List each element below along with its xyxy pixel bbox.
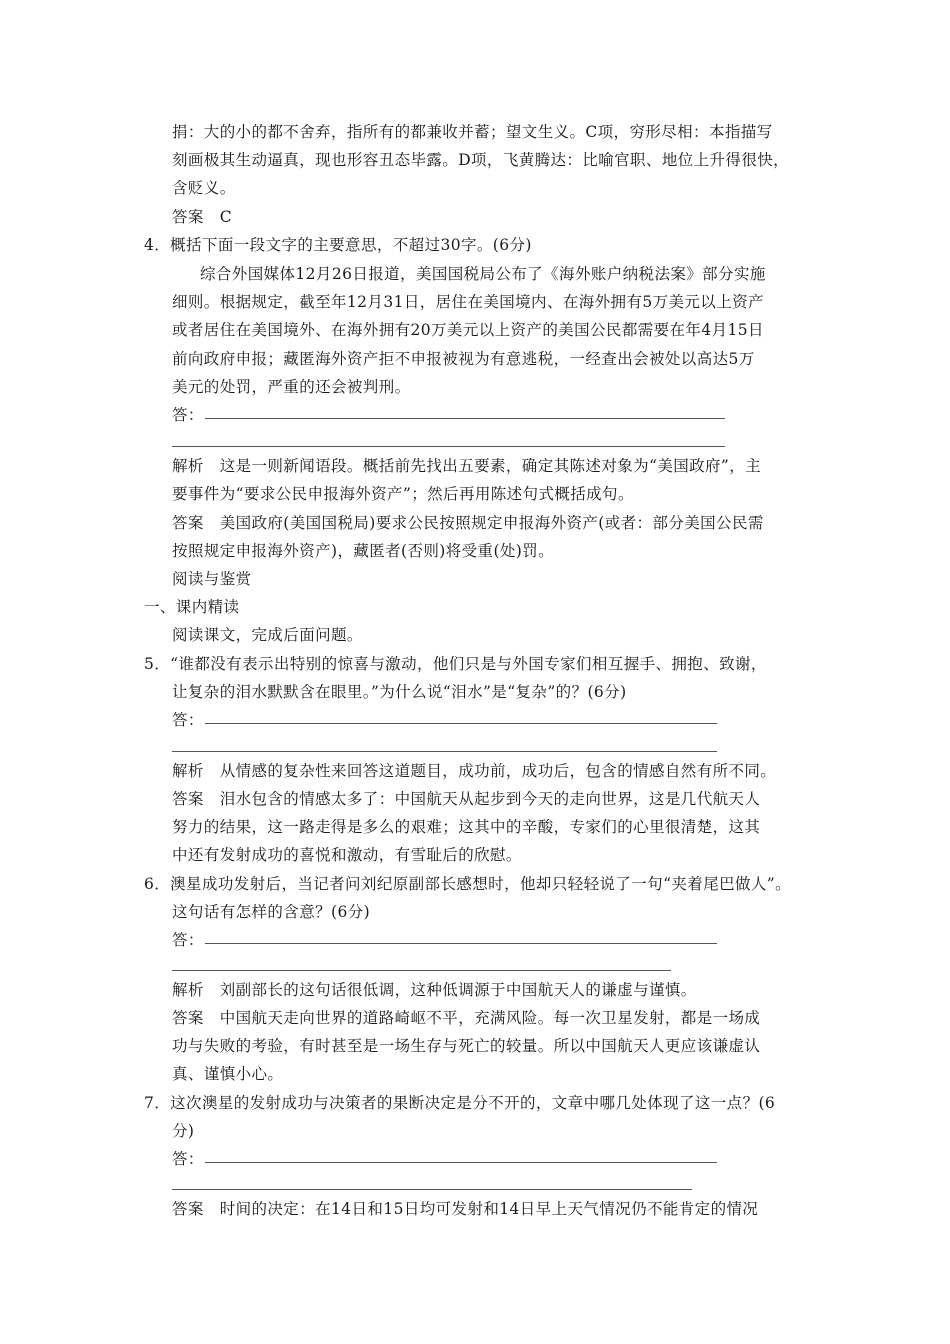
answer-line: 功与失败的考验，有时甚至是一场生存与死亡的较量。所以中国航天人更应该谦虚认 bbox=[172, 1037, 761, 1055]
answer-prompt: 答： bbox=[172, 931, 204, 949]
answer-prompt: 答： bbox=[172, 1150, 204, 1168]
question-6: 6．澳星成功发射后，当记者问刘纪原副部长感想时，他却只轻轻说了一句“夹着尾巴做人”。 bbox=[144, 875, 792, 893]
answer-blank-line bbox=[172, 970, 671, 971]
answer-line: 答案 中国航天走向世界的道路崎岖不平，充满风险。每一次卫星发射，都是一场成 bbox=[172, 1009, 761, 1027]
answer-blank-line bbox=[172, 446, 725, 447]
analysis-line: 解析 这是一则新闻语段。概括前先找出五要素，确定其陈述对象为“美国政府”，主 bbox=[172, 457, 762, 475]
passage-line: 美元的处罚，严重的还会被判刑。 bbox=[172, 378, 411, 396]
passage-line: 细则。根据规定，截至年12月31日，居住在美国境内、在海外拥有5万美元以上资产 bbox=[172, 293, 764, 311]
passage-line: 前向政府申报；藏匿海外资产拒不申报被视为有意逃税，一经查出会被处以高达5万 bbox=[172, 350, 755, 368]
section-heading: 一、课内精读 bbox=[144, 598, 240, 616]
passage-line: 或者居住在美国境外、在海外拥有20万美元以上资产的美国公民都需要在年4月15日 bbox=[172, 321, 764, 339]
answer-line: 答案 C bbox=[172, 208, 232, 226]
passage-line: 综合外国媒体12月26日报道，美国国税局公布了《海外账户纳税法案》部分实施 bbox=[200, 265, 766, 283]
analysis-line: 解析 从情感的复杂性来回答这道题目，成功前，成功后，包含的情感自然有所不同。 bbox=[172, 762, 777, 780]
question-7: 7．这次澳星的发射成功与决策者的果断决定是分不开的，文章中哪几处体现了这一点？(6 bbox=[144, 1094, 776, 1112]
answer-prompt: 答： bbox=[172, 406, 204, 424]
instruction-line: 阅读课文，完成后面问题。 bbox=[172, 626, 363, 644]
question-5: 5．“谁都没有表示出特别的惊喜与激动，他们只是与外国专家们相互握手、拥抱、致谢， bbox=[144, 655, 767, 673]
answer-line: 按照规定申报海外资产)，藏匿者(否则)将受重(处)罚。 bbox=[172, 542, 555, 560]
analysis-line: 要事件为“要求公民申报海外资产”；然后再用陈述句式概括成句。 bbox=[172, 485, 634, 503]
answer-line: 努力的结果，这一路走得是多么的艰难；这其中的辛酸，专家们的心里很清楚，这其 bbox=[172, 818, 761, 836]
answer-line: 真、谨慎小心。 bbox=[172, 1065, 284, 1083]
text-line: 刻画极其生动逼真，现也形容丑态毕露。D项，飞黄腾达：比喻官职、地位上升得很快， bbox=[172, 151, 790, 169]
text-line: 含贬义。 bbox=[172, 179, 236, 197]
question-6-line: 这句话有怎样的含意？(6分) bbox=[172, 903, 371, 921]
answer-line: 答案 美国政府(美国国税局)要求公民按照规定申报海外资产(或者：部分美国公民需 bbox=[172, 514, 764, 532]
answer-blank-line bbox=[205, 943, 717, 944]
answer-line: 中还有发射成功的喜悦和激动，有雪耻后的欣慰。 bbox=[172, 846, 522, 864]
question-4: 4．概括下面一段文字的主要意思，不超过30字。(6分) bbox=[144, 236, 532, 254]
answer-prompt: 答： bbox=[172, 711, 204, 729]
question-7-line: 分) bbox=[172, 1122, 195, 1140]
answer-blank-line bbox=[172, 1189, 692, 1190]
answer-line: 答案 时间的决定：在14日和15日均可发射和14日早上天气情况仍不能肯定的情况 bbox=[172, 1200, 759, 1218]
question-5-line: 让复杂的泪水默默含在眼里。”为什么说“泪水”是“复杂”的？(6分) bbox=[172, 683, 627, 701]
answer-line: 答案 泪水包含的情感太多了：中国航天从起步到今天的走向世界，这是几代航天人 bbox=[172, 790, 761, 808]
answer-blank-line bbox=[205, 723, 717, 724]
answer-blank-line bbox=[205, 1162, 717, 1163]
answer-blank-line bbox=[205, 418, 725, 419]
analysis-line: 解析 刘副部长的这句话很低调，这种低调源于中国航天人的谦虚与谨慎。 bbox=[172, 981, 697, 999]
text-line: 捐：大的小的都不舍弃，指所有的都兼收并蓄；望文生义。C项，穷形尽相：本指描写 bbox=[172, 123, 773, 141]
answer-blank-line bbox=[172, 751, 717, 752]
section-heading: 阅读与鉴赏 bbox=[172, 570, 252, 588]
